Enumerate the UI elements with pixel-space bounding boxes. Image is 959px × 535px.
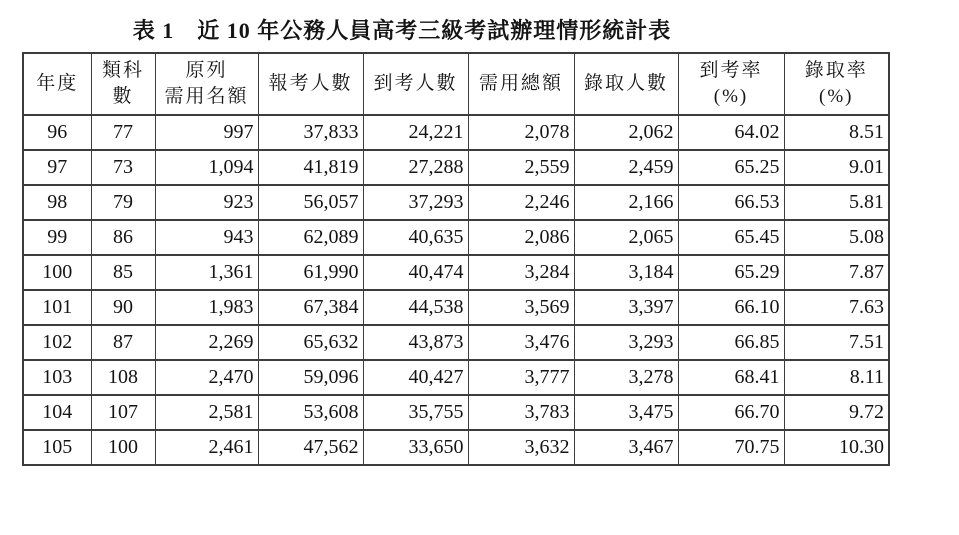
cell-total-quota: 2,559	[468, 150, 574, 185]
cell-original-quota: 1,983	[155, 290, 258, 325]
cell-original-quota: 1,094	[155, 150, 258, 185]
cell-original-quota: 2,470	[155, 360, 258, 395]
cell-year: 105	[23, 430, 91, 465]
cell-original-quota: 1,361	[155, 255, 258, 290]
cell-applicants: 67,384	[258, 290, 363, 325]
cell-original-quota: 923	[155, 185, 258, 220]
column-header-admission-rate: 錄取率 (%)	[784, 53, 889, 115]
cell-admitted: 3,184	[574, 255, 678, 290]
cell-applicants: 47,562	[258, 430, 363, 465]
cell-year: 96	[23, 115, 91, 150]
cell-attendance-rate: 66.70	[678, 395, 784, 430]
cell-admitted: 3,293	[574, 325, 678, 360]
cell-year: 99	[23, 220, 91, 255]
cell-admission-rate: 9.72	[784, 395, 889, 430]
table-row-year-97	[23, 150, 889, 185]
cell-admission-rate: 9.01	[784, 150, 889, 185]
cell-category-count: 79	[91, 185, 155, 220]
column-header-examinees: 到考人數	[363, 53, 468, 115]
cell-category-count: 86	[91, 220, 155, 255]
cell-attendance-rate: 65.45	[678, 220, 784, 255]
cell-total-quota: 3,569	[468, 290, 574, 325]
table-row-year-100	[23, 255, 889, 290]
cell-attendance-rate: 64.02	[678, 115, 784, 150]
cell-applicants: 37,833	[258, 115, 363, 150]
cell-admitted: 3,397	[574, 290, 678, 325]
cell-original-quota: 2,269	[155, 325, 258, 360]
cell-admitted: 3,278	[574, 360, 678, 395]
column-header-applicants: 報考人數	[258, 53, 363, 115]
cell-applicants: 53,608	[258, 395, 363, 430]
cell-admission-rate: 7.87	[784, 255, 889, 290]
cell-category-count: 73	[91, 150, 155, 185]
cell-applicants: 56,057	[258, 185, 363, 220]
column-header-admitted: 錄取人數	[574, 53, 678, 115]
cell-admission-rate: 7.51	[784, 325, 889, 360]
table-row-year-103	[23, 360, 889, 395]
cell-total-quota: 3,476	[468, 325, 574, 360]
table-row-year-98	[23, 185, 889, 220]
table-header	[23, 53, 889, 115]
cell-attendance-rate: 66.10	[678, 290, 784, 325]
cell-attendance-rate: 66.53	[678, 185, 784, 220]
table-row-year-104	[23, 395, 889, 430]
table-row-year-96	[23, 115, 889, 150]
cell-admission-rate: 7.63	[784, 290, 889, 325]
column-header-category-count: 類科 數	[91, 53, 155, 115]
cell-applicants: 41,819	[258, 150, 363, 185]
cell-category-count: 77	[91, 115, 155, 150]
cell-examinees: 27,288	[363, 150, 468, 185]
cell-applicants: 62,089	[258, 220, 363, 255]
cell-admitted: 3,475	[574, 395, 678, 430]
cell-admitted: 2,459	[574, 150, 678, 185]
table-row-year-102	[23, 325, 889, 360]
cell-year: 103	[23, 360, 91, 395]
cell-total-quota: 3,777	[468, 360, 574, 395]
cell-admission-rate: 8.51	[784, 115, 889, 150]
cell-admission-rate: 5.81	[784, 185, 889, 220]
cell-category-count: 87	[91, 325, 155, 360]
column-header-attendance-rate: 到考率 (%)	[678, 53, 784, 115]
cell-category-count: 108	[91, 360, 155, 395]
cell-original-quota: 997	[155, 115, 258, 150]
header-row	[23, 53, 889, 115]
cell-attendance-rate: 66.85	[678, 325, 784, 360]
cell-attendance-rate: 65.29	[678, 255, 784, 290]
cell-attendance-rate: 65.25	[678, 150, 784, 185]
cell-applicants: 59,096	[258, 360, 363, 395]
cell-year: 102	[23, 325, 91, 360]
column-header-year: 年度	[23, 53, 91, 115]
statistics-table	[22, 52, 890, 466]
cell-total-quota: 2,078	[468, 115, 574, 150]
column-header-original-quota: 原列 需用名額	[155, 53, 258, 115]
cell-original-quota: 2,461	[155, 430, 258, 465]
cell-admitted: 2,166	[574, 185, 678, 220]
cell-original-quota: 943	[155, 220, 258, 255]
cell-examinees: 33,650	[363, 430, 468, 465]
cell-category-count: 85	[91, 255, 155, 290]
cell-admission-rate: 5.08	[784, 220, 889, 255]
table-row-year-105	[23, 430, 889, 465]
cell-examinees: 40,474	[363, 255, 468, 290]
cell-examinees: 40,635	[363, 220, 468, 255]
cell-attendance-rate: 70.75	[678, 430, 784, 465]
cell-total-quota: 2,086	[468, 220, 574, 255]
cell-attendance-rate: 68.41	[678, 360, 784, 395]
table-row-year-101	[23, 290, 889, 325]
column-header-total-quota: 需用總額	[468, 53, 574, 115]
cell-year: 100	[23, 255, 91, 290]
cell-category-count: 107	[91, 395, 155, 430]
cell-total-quota: 2,246	[468, 185, 574, 220]
cell-admitted: 2,065	[574, 220, 678, 255]
cell-examinees: 24,221	[363, 115, 468, 150]
cell-year: 98	[23, 185, 91, 220]
cell-examinees: 43,873	[363, 325, 468, 360]
cell-category-count: 100	[91, 430, 155, 465]
cell-examinees: 37,293	[363, 185, 468, 220]
cell-year: 101	[23, 290, 91, 325]
cell-total-quota: 3,783	[468, 395, 574, 430]
cell-examinees: 35,755	[363, 395, 468, 430]
table-row-year-99	[23, 220, 889, 255]
cell-year: 97	[23, 150, 91, 185]
cell-original-quota: 2,581	[155, 395, 258, 430]
table-body	[23, 115, 889, 465]
page-title: 表 1 近 10 年公務人員高考三級考試辦理情形統計表	[132, 18, 672, 43]
cell-applicants: 61,990	[258, 255, 363, 290]
cell-total-quota: 3,632	[468, 430, 574, 465]
cell-admission-rate: 10.30	[784, 430, 889, 465]
cell-admitted: 2,062	[574, 115, 678, 150]
cell-examinees: 44,538	[363, 290, 468, 325]
cell-total-quota: 3,284	[468, 255, 574, 290]
cell-examinees: 40,427	[363, 360, 468, 395]
cell-admission-rate: 8.11	[784, 360, 889, 395]
title-container	[22, 14, 782, 45]
cell-admitted: 3,467	[574, 430, 678, 465]
cell-year: 104	[23, 395, 91, 430]
cell-category-count: 90	[91, 290, 155, 325]
cell-applicants: 65,632	[258, 325, 363, 360]
